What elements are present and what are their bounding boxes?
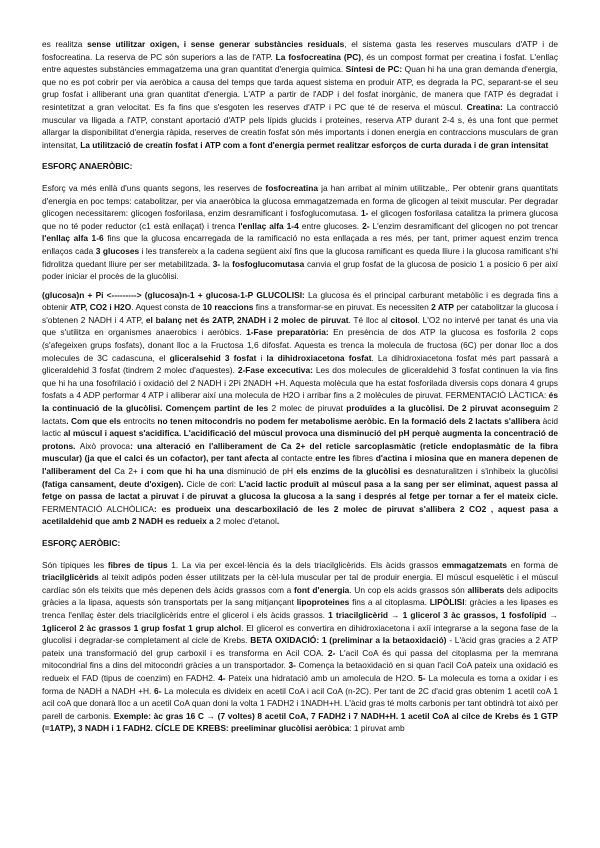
text-run-bold: l'enllaç alfa 1-4 xyxy=(238,220,299,231)
text-run: FERMENTACIÓ ALCHÒLICA xyxy=(42,503,155,514)
text-run: Ca 2+ xyxy=(114,466,138,476)
text-run: . L'O2 no intervé per tanat és una via que s'utilitza en organismes anaerobics i aeròbics. xyxy=(42,314,558,338)
text-run: : gràcies a les lipases es trenca l'enllaç èster dels triacilglicèrids entre el glicerol i els àcids grassos. xyxy=(42,597,558,620)
text-run-bold: d'actina i miosina que en manera depenen de l'alliberament del xyxy=(42,453,558,476)
text-run: i xyxy=(256,352,267,363)
text-run-bold: 1-Fase preparatòria: xyxy=(246,327,329,338)
text-run-bold: gliceralsehid 3 fosfat xyxy=(169,352,257,363)
text-run-bold: l'enllaç alfa 1-6 xyxy=(42,233,104,244)
text-run: per catabolitzar la glucosa i s'obtenen 2 NADH i 4 ATP, xyxy=(42,302,558,325)
text-run: dels adipocits gràcies a la lipasa, aquests són transportats per la sang mitjançant xyxy=(42,584,558,608)
text-run: entre glucoses. xyxy=(298,220,363,231)
text-run-bold: GLUCOLISI: xyxy=(256,289,305,300)
text-run-bold: : es produeix una descarboxilació de les 2 molec de piruvat s'allibera 2 CO2 , aquest pasa a acetilaldehid que amb 2 NADH es redueix a xyxy=(42,503,558,527)
text-run-bold: fosfoglucomutasa xyxy=(232,258,305,269)
text-run-bold: Síntesi de PC: xyxy=(345,64,403,75)
text-run: i les transfereix a la cadena següent així fins que la glucosa ramificant es queda lliure i la glucosa ramificant s'hi fidrolitza quedant lliure per ser metabilitzada. xyxy=(42,245,558,269)
paragraph-glycogen-degradation xyxy=(42,182,558,283)
text-run: 1. La via per excel·lència és la dels triacilglicèrids. Els àcids grassos xyxy=(167,559,442,570)
text-run: , el sistema gasta les reserves musculars d'ATP i de fosfocreatina. La reserva de PC són superiors a las de l'ATP. xyxy=(42,39,558,62)
text-run-bold: preeliminar glucòlisi aeròbica xyxy=(231,723,350,734)
text-run: En presència de dos ATP la glucosa es fosforila 2 cops (s'afegeixen grups fosfats), donant lloc a la Fructosa 1,6 difosfat. Aquesta es trenca la molecula de fructosa (6C) per donar lloc a dos molecules de 3C cadascuna, el xyxy=(42,327,558,363)
text-run-bold: 4- xyxy=(218,672,226,683)
text-run: es realitza xyxy=(42,39,88,49)
text-run: fins a al citoplasma. xyxy=(349,597,430,608)
text-run-bold: 2 ATP xyxy=(431,302,454,313)
text-run-bold: 1 (preliminar a la betaoxidació) xyxy=(321,635,447,646)
text-run-bold: : una alteració en l'alliberament de Ca 2+ del reticle sarcoplasmàtic (reticle endoplasmàtic de la fibra muscular) (ja que el calci és un cofactor), per tant afecta al xyxy=(42,440,558,464)
text-run: Són típiques les xyxy=(42,559,108,570)
text-run: La molecula es divideix en acetil CoA i acil CoA (n-2C). Per tant de 2C d'acid gras obtenim 1 acetil coA 1 acil coA que donarà lloc a un acetil CoA quan doni la volta 1 FADH2 i 1NADH+H. L'àcid gras té molts carbonis per tant obtindrà tot això per parell de carbonis. xyxy=(42,685,559,721)
text-run-bold: (glucosa)n + Pi <---------> (glucosa)n-1 + glucosa-1-P xyxy=(42,289,254,300)
text-run: en forma de xyxy=(507,559,558,570)
text-run-bold: La fosfocreatina (PC) xyxy=(275,51,362,62)
text-run: fins a transformar-se en piruvat. Es necessiten xyxy=(253,302,432,313)
text-run: àcid lactic xyxy=(42,415,558,439)
text-run-bold: la dihidroxiacetona fosfat xyxy=(266,352,372,363)
text-run-bold: Exemple: àc gras 16 C → (7 voltes) 8 acetil CoA, 7 FADH2 i 7 NADH+H. 1 acetil CoA al cilce de Krebs és 1 GTP (=1ATP), 3 NADH i 1 FADH2. xyxy=(42,710,558,734)
text-run-bold: el balanç net és 2ATP, 2NADH i 2 molec de piruvat xyxy=(145,314,349,325)
text-run-bold: entre les xyxy=(312,453,353,464)
text-run: 2 molec d'etanol xyxy=(216,516,277,527)
text-run: desnaturalitzen i s'inhibeix la glucòlisi xyxy=(415,466,558,476)
text-run-bold: font d'energia xyxy=(293,584,350,595)
text-run: L'enzim desramificant del glicogen no pot trencar xyxy=(369,220,559,231)
text-run-bold: alliberats xyxy=(467,584,505,595)
text-run-bold: sense utilitzar oxigen, i sense generar substàncies residuals xyxy=(87,39,345,49)
text-run-bold: 3 glucoses xyxy=(95,245,140,256)
text-run-bold: és la continuació de la glucòlisi. Començem partint de les xyxy=(42,390,558,414)
text-run-bold: lipoproteines xyxy=(296,597,350,608)
text-run: canvia el grup fosfat de la glucosa de posicio 1 a posicio 6 per així poder iniciar el procès de la glucòlisi. xyxy=(42,258,558,282)
text-run-bold: produïdes a la glucòlisi. De 2 piruvat aconseguim xyxy=(342,403,554,414)
text-run-bold: 5- xyxy=(418,672,426,683)
text-run: ja han arribat al mínim utilitzable,. Per obtenir grans quantitats d'energia en poc temps: catabolitzar, per via anaeròbica la glucosa emmagatzemada en forma de glicogen al teixit muscular. Per degradar glicogen necessitarem: glicogen fosforilasa, enzim desramificant i fosfoglucomutasa. xyxy=(42,182,558,219)
paragraph-atp-pc-system xyxy=(42,38,558,151)
text-run: : 1 piruvat amb xyxy=(349,723,405,734)
text-run-bold: citosol xyxy=(390,314,418,325)
text-run-bold: els enzims de la glucòlisi es xyxy=(293,466,416,476)
text-run: . Un cop els acids grassos són xyxy=(349,584,468,595)
text-run: al teixit adipós poden ésser utilitzats per la cèl·lula muscular per tal de produir energia. El múscul esquelètic i el múscul cardíac són els teixits que més depenen dels àcids grassos com a xyxy=(42,572,558,595)
text-run-bold: i com que hi ha una xyxy=(137,466,227,476)
text-run: fins que la glucosa encarregada de la ramificació no esta enllaçada a res més, per tant, primer aquest enzim trenca enllaços cada xyxy=(42,233,558,256)
text-run: La molecula es torna a oxidar i es forma de NADH a NADH +H. xyxy=(42,672,558,696)
text-run: la xyxy=(220,258,233,269)
paragraph-lipolysis-beta-oxidation xyxy=(42,559,558,735)
text-run-bold: ATP, CO2 i H2O xyxy=(69,302,132,313)
text-run: Comença la betaoxidació en si quan l'acil CoA pateix una oxidació es redueix el FAD (tipus de coenzim) en FADH2. xyxy=(42,660,558,683)
text-run: , és un compost format per creatina i fosfat. L'enllaç entre aquestes substàncies emmagatzema una gran quantitat d'energia química. xyxy=(42,51,559,75)
text-run: . Té lloc al xyxy=(348,314,391,325)
text-run: disminució de pH xyxy=(227,466,294,476)
text-run-bold: 2-Fase excecutiva: xyxy=(237,365,313,376)
text-run-bold: Creatina: xyxy=(466,101,503,112)
text-run-bold: emmagatzemats xyxy=(441,559,508,570)
heading-esforc-aerobic: ESFORÇ AERÒBIC: xyxy=(42,537,121,548)
text-run-bold: . Com que els xyxy=(66,415,124,426)
text-run-bold: fibres de tipus xyxy=(107,559,168,570)
heading-esforc-anaerobic: ESFORÇ ANAERÒBIC: xyxy=(42,161,133,172)
text-run-bold: La utilització de creatín fosfat i ATP com a font d'energia permet realitzar esforços de curta durada i de gran intensitat xyxy=(80,139,549,150)
text-run-bold: 3- xyxy=(288,660,296,671)
text-run: Cicle de cori: xyxy=(186,478,237,489)
text-run: . La dihidroxiacetona fosfat més part passarà a gliceraldehid 3 fosfat (tindrem 2 molec d'aquestes). xyxy=(42,352,559,376)
text-run: contacte xyxy=(280,453,313,464)
text-run-bold: 2- xyxy=(327,647,336,658)
text-run-bold: CÍCLE DE KREBS: xyxy=(155,723,229,734)
text-run: 2 lactats xyxy=(42,403,558,426)
text-run-bold: 2- xyxy=(362,220,370,231)
text-run: Les dos molecules de gliceraldehid 3 fosfat continuen la via fins que hi ha una fosofrilació i oxidació del 2 NADH i 2Pi 2NADH +H. Aquesta molècula que ha estat fosforilada diversis cops donara 4 grups fosfats a 4 ADP performar 4 ATP i alliberar així una molecula de H2O i arribar fins a 2 molècules de piruvat. xyxy=(42,365,558,401)
text-run: . El glicerol es convertira en dihidroxiacetona i axíí integrarse a la segona fase de la glucolisi i degradar-se completament al cicle de Krebs. xyxy=(42,622,558,646)
text-run: entrocits xyxy=(123,415,155,426)
text-run: La glucosa és el principal carburant metabòlic i es degrada fins a obtenir xyxy=(42,289,559,313)
text-run-bold: 10 reaccions xyxy=(202,302,254,313)
text-run-bold: 6- xyxy=(154,685,162,696)
text-run: - L'àcid gras gracies a 2 ATP pateix una transformació del grup carboxil i es transforma en Acil COA. xyxy=(42,635,559,658)
text-run: FERMENTACIÓ LÀCTICA: xyxy=(445,390,547,401)
text-run-bold: no tenen mitocondris no podem fer metabolisme aeròbic. En la formació dels 2 lactats s'allibera xyxy=(154,415,543,426)
text-run: fibres xyxy=(352,453,374,464)
text-run-bold: (fatiga cansament, deute d'oxigen). xyxy=(42,478,187,489)
text-run: Esforç va més enllà d'uns quants segons, les reserves de xyxy=(42,182,266,193)
text-run: Pateix una hidratació amb un amolecula de H2O. xyxy=(225,672,419,683)
text-run-bold: 1 triacilglicèrid → 1 glicerol 3 àc grassos, 1 fosfolípid → 1glicerol 2 àc grassos 1 grup fosfat 1 grup alchol xyxy=(42,609,558,633)
text-run-bold: 3- xyxy=(212,258,221,269)
text-run: L'acil CoA és qui passa del citoplasma per la memrana mitocondrial fins a dins del mitocondri gràcies a un transportador. xyxy=(42,647,558,671)
text-run-bold: LIPÒLISI xyxy=(429,597,465,608)
paragraph-glycolysis-fermentation xyxy=(42,289,558,528)
text-run-bold: triacilglicèrids xyxy=(42,572,99,583)
text-run-bold: fosfocreatina xyxy=(265,182,319,193)
text-run-bold: BETA OXIDACIÓ: xyxy=(250,635,320,646)
text-run-bold: 1- xyxy=(360,208,369,219)
text-run: el glicogen fosforilasa catalitza la primera glucosa que no té poder reductor (c1 està enllaçat) i trenca xyxy=(42,208,558,231)
text-run-bold: L'acid lactic produït al múscul pasa a la sang per ser eliminat, aquest passa al fetge on passa de lactat a piruvat i de piruvat a glucosa la glucosa a la sang i després al fetge per tornar a fer el mateix cicle. xyxy=(42,478,558,502)
text-run: Quan hi ha una gran demanda d'energia, que no es pot cobrir per via aeròbica a causa del temps que tarda aquest sistema en produir ATP, es degrada la PC, separant-se el seu grup fosfat i alliberant una gran quantitat d'energia. L'ATP a partir de l'ADP i del fosfat inorgànic, de manera que l'ATP és degradat i resintetitzat a gran velocitat. Es fa fins que s'esgoten les reserves d'ATP i PC que té de reserva el múscul. xyxy=(42,64,558,112)
text-run: La contracció muscular va lligada a l'ATP, constant aportació d'ATP pels lípids glucids i proteines, reserva ATP durant 2-4 s, és una font que permet allargar la disponibilitat d'energia ràpida, reserves de creatin fosfat són més importants i donen energia en contraccions musculars de gran intensitat, xyxy=(42,101,559,150)
text-run-bold: al múscul i aquest s'acidifica. L'acidificació del múscul provoca una disminució del pH perquè augmenta la concentració de protons. xyxy=(42,428,558,451)
text-run: . Aquest consta de xyxy=(131,302,203,313)
text-run: Això provoca xyxy=(79,440,131,451)
text-run-bold: . xyxy=(276,516,280,527)
text-run: 2 molec de piruvat xyxy=(271,403,343,414)
